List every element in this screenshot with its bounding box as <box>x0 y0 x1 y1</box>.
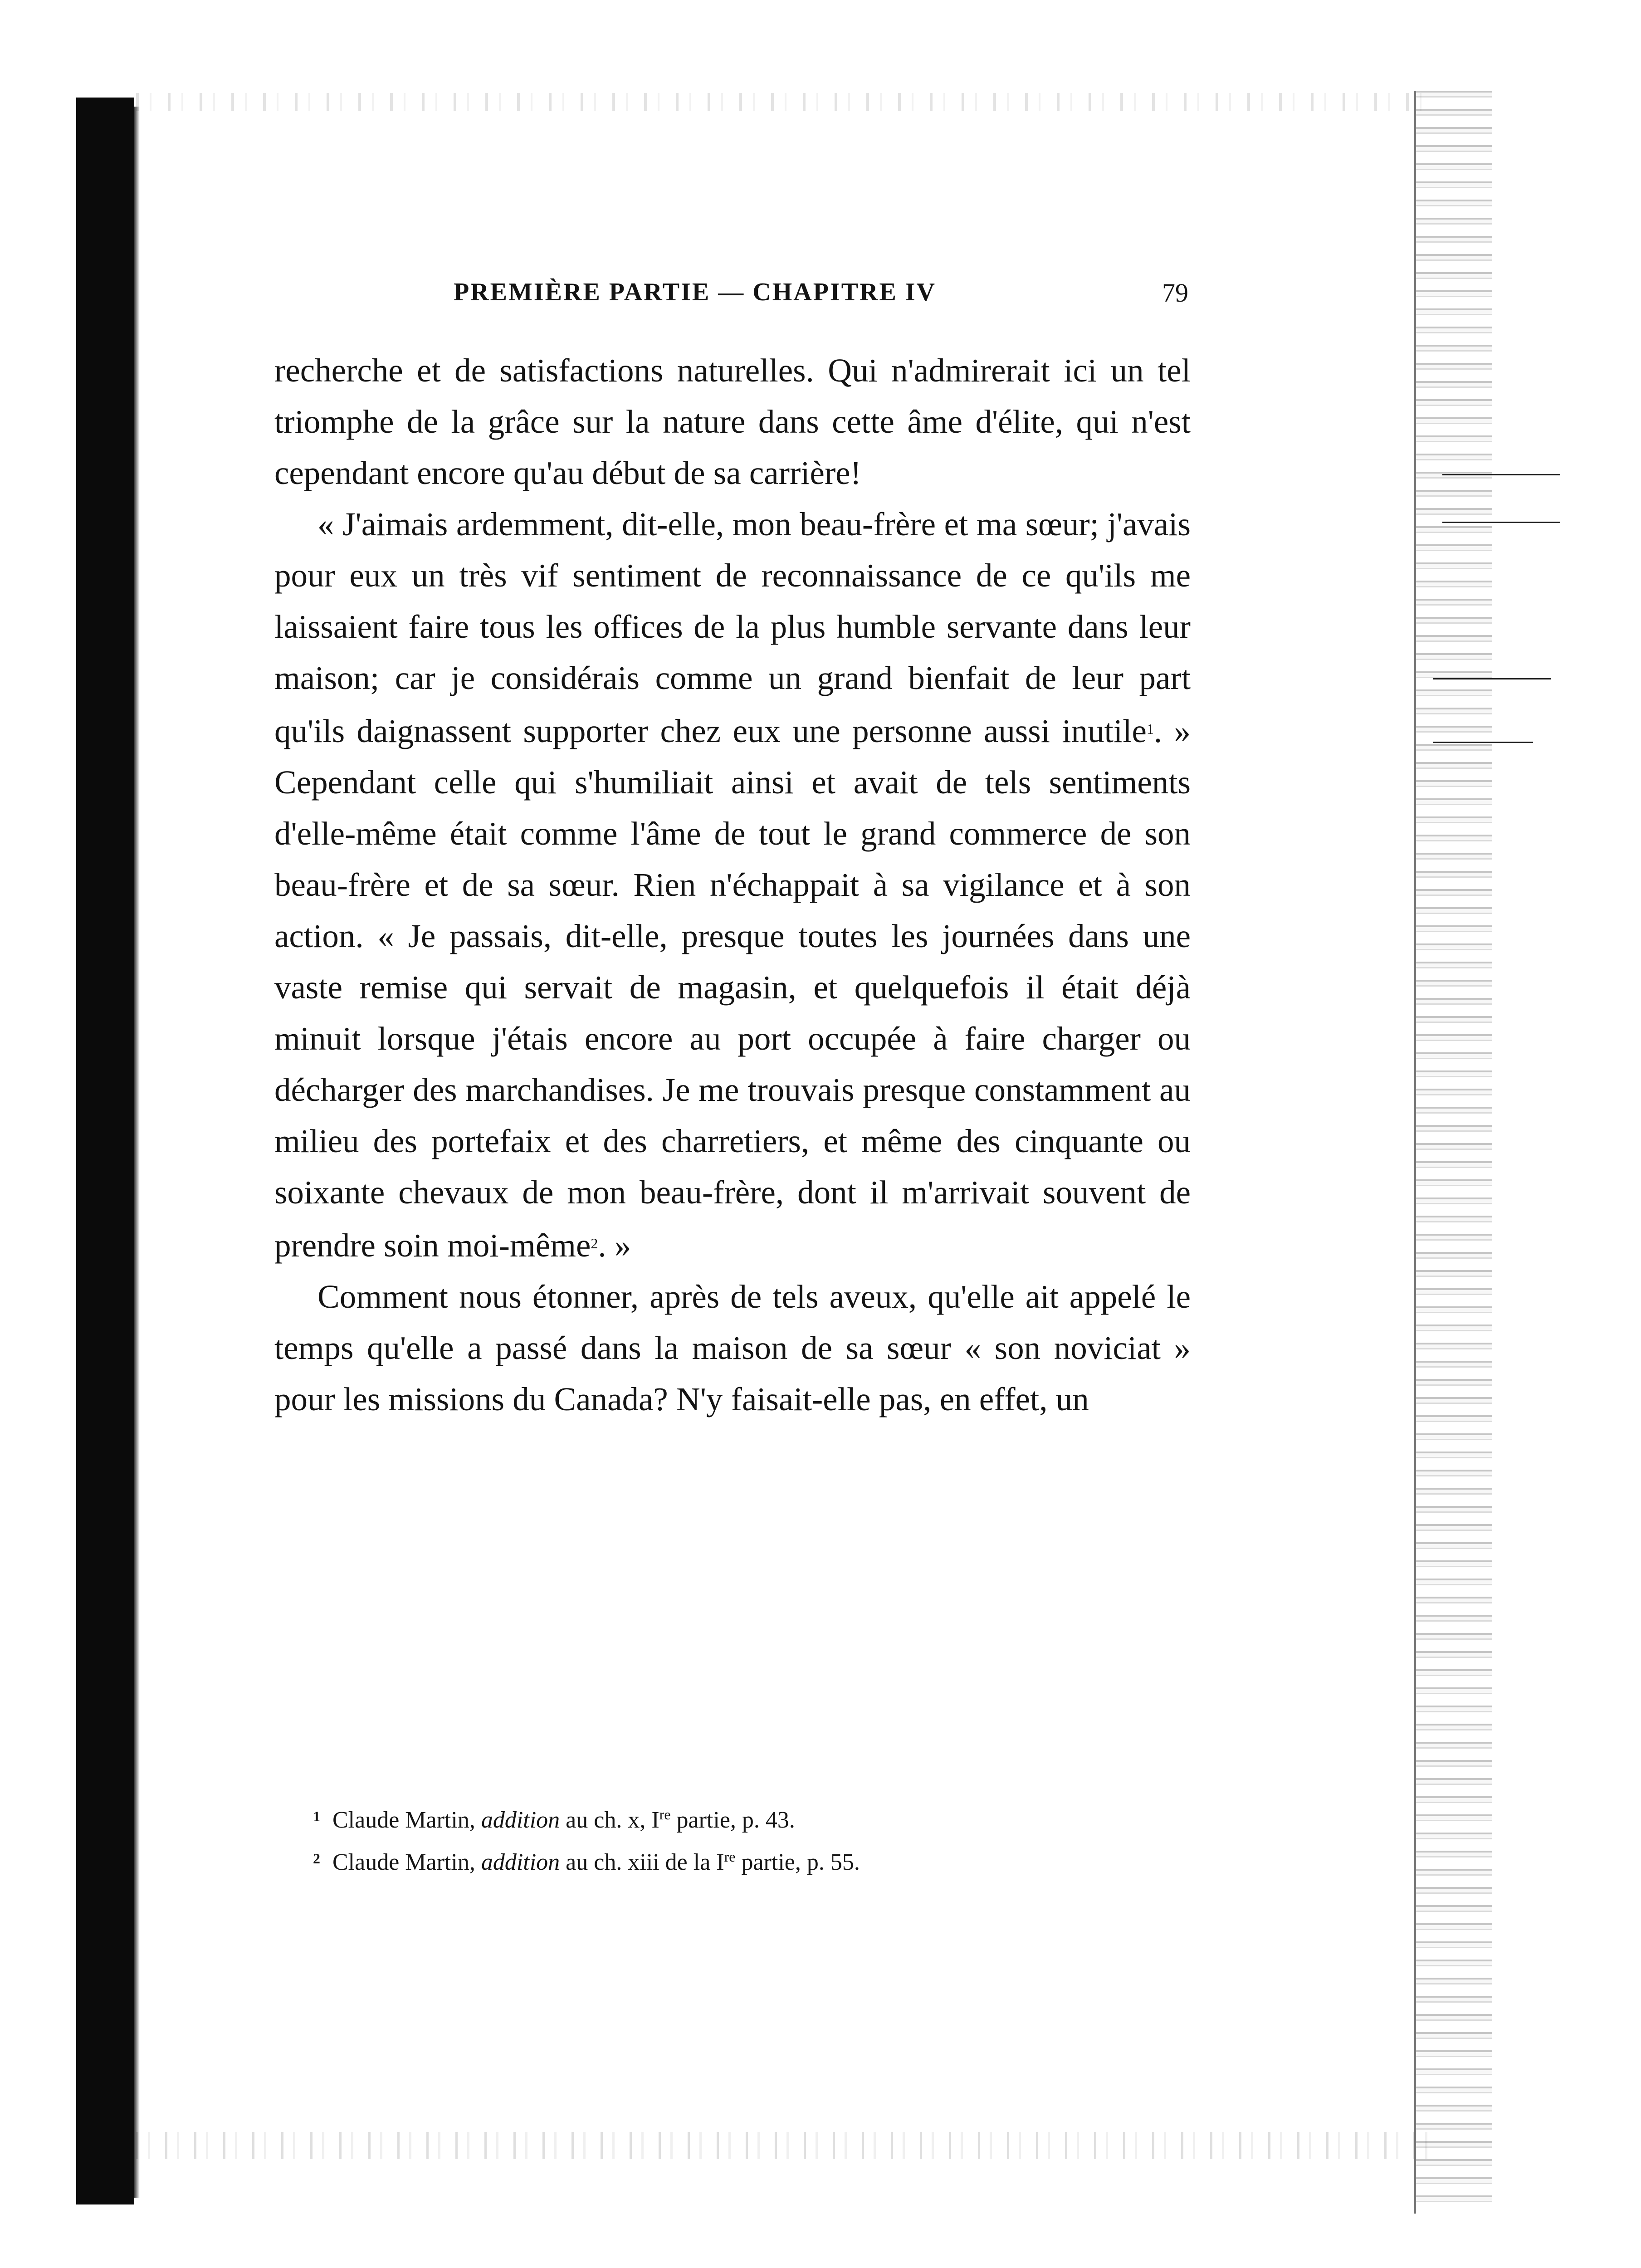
scan-noise-top <box>136 93 1433 111</box>
page-header <box>454 278 1188 314</box>
paragraph: Comment nous étonner, après de tels aveux, qu'elle ait appelé le temps qu'elle a passé dans la maison de sa sœur « son noviciat » pour les missions du Canada? N'y faisait-elle pas, en effet, un <box>274 1278 1191 1418</box>
page-edge-right <box>1415 91 1492 2214</box>
footnote-reference: 2 <box>591 1235 598 1251</box>
footnote-2 <box>313 1838 1175 1881</box>
footnote-author: Claude Martin, <box>332 1807 475 1833</box>
paragraph-text: « J'aimais ardemment, dit-elle, mon beau-frère et ma sœur; j'avais pour eux un très vif sentiment de reconnaissance de ce qu'ils me laissaient faire tous les offices de la plus humble servante dans leur maison; car je considérais comme un grand bienfait de leur part qu'ils daignassent supporter chez eux une personne aussi inutile <box>274 506 1191 749</box>
footnotes <box>313 1796 1175 1881</box>
footnote-mark: 1 <box>313 1808 320 1824</box>
paragraph: recherche et de satisfactions naturelles. Qui n'admirerait ici un tel triomphe de la grâce sur la nature dans cette âme d'élite, qui n'est cependant encore qu'au début de sa carrière! <box>274 352 1191 491</box>
scan-tick <box>1442 474 1560 475</box>
footnote-reference-text: au ch. x, <box>566 1807 646 1833</box>
paragraph-text: . » <box>598 1227 631 1264</box>
paragraph <box>274 499 1191 1271</box>
footnote-emphasis: addition <box>481 1849 560 1875</box>
main-text <box>274 345 1191 1425</box>
scan-tick <box>1433 742 1533 743</box>
footnote-reference-text: au ch. xiii de la <box>566 1849 711 1875</box>
scan-noise-bottom <box>136 2132 1433 2159</box>
footnote-emphasis: addition <box>481 1807 560 1833</box>
footnote-part: I <box>651 1807 659 1833</box>
footnote-reference: 1 <box>1146 721 1154 737</box>
page-number: 79 <box>1162 278 1188 308</box>
binding-edge <box>134 107 140 2198</box>
footnote-rest: partie, p. 55. <box>741 1849 860 1875</box>
binding-shadow <box>76 98 134 2204</box>
scan-tick <box>1442 522 1560 523</box>
footnote-mark: 2 <box>313 1850 320 1867</box>
scan-tick <box>1433 678 1551 679</box>
footnote-1 <box>313 1796 1175 1838</box>
running-head: PREMIÈRE PARTIE — CHAPITRE IV <box>454 278 937 306</box>
paragraph-text: . » Cependant celle qui s'humiliait ainsi et avait de tels sentiments d'elle-même était comme l'âme de tout le grand commerce de son beau-frère et de sa sœur. Rien n'échappait à sa vigilance et à son action. « Je passais, dit-elle, presque toutes les journées dans une vaste remise qui servait de magasin, et quelquefois il était déjà minuit lorsque j'étais encore au port occupée à faire charger ou décharger des marchandises. Je me trouvais presque constamment au milieu des portefaix et des charretiers, et même des cinquante ou soixante chevaux de mon beau-frère, dont il m'arrivait souvent de prendre soin moi-même <box>274 713 1191 1264</box>
footnote-author: Claude Martin, <box>332 1849 475 1875</box>
footnote-part-suffix: re <box>724 1848 736 1865</box>
footnote-part: I <box>716 1849 724 1875</box>
page-edge-line <box>1414 91 1416 2214</box>
footnote-part-suffix: re <box>659 1806 671 1823</box>
footnote-rest: partie, p. 43. <box>676 1807 795 1833</box>
